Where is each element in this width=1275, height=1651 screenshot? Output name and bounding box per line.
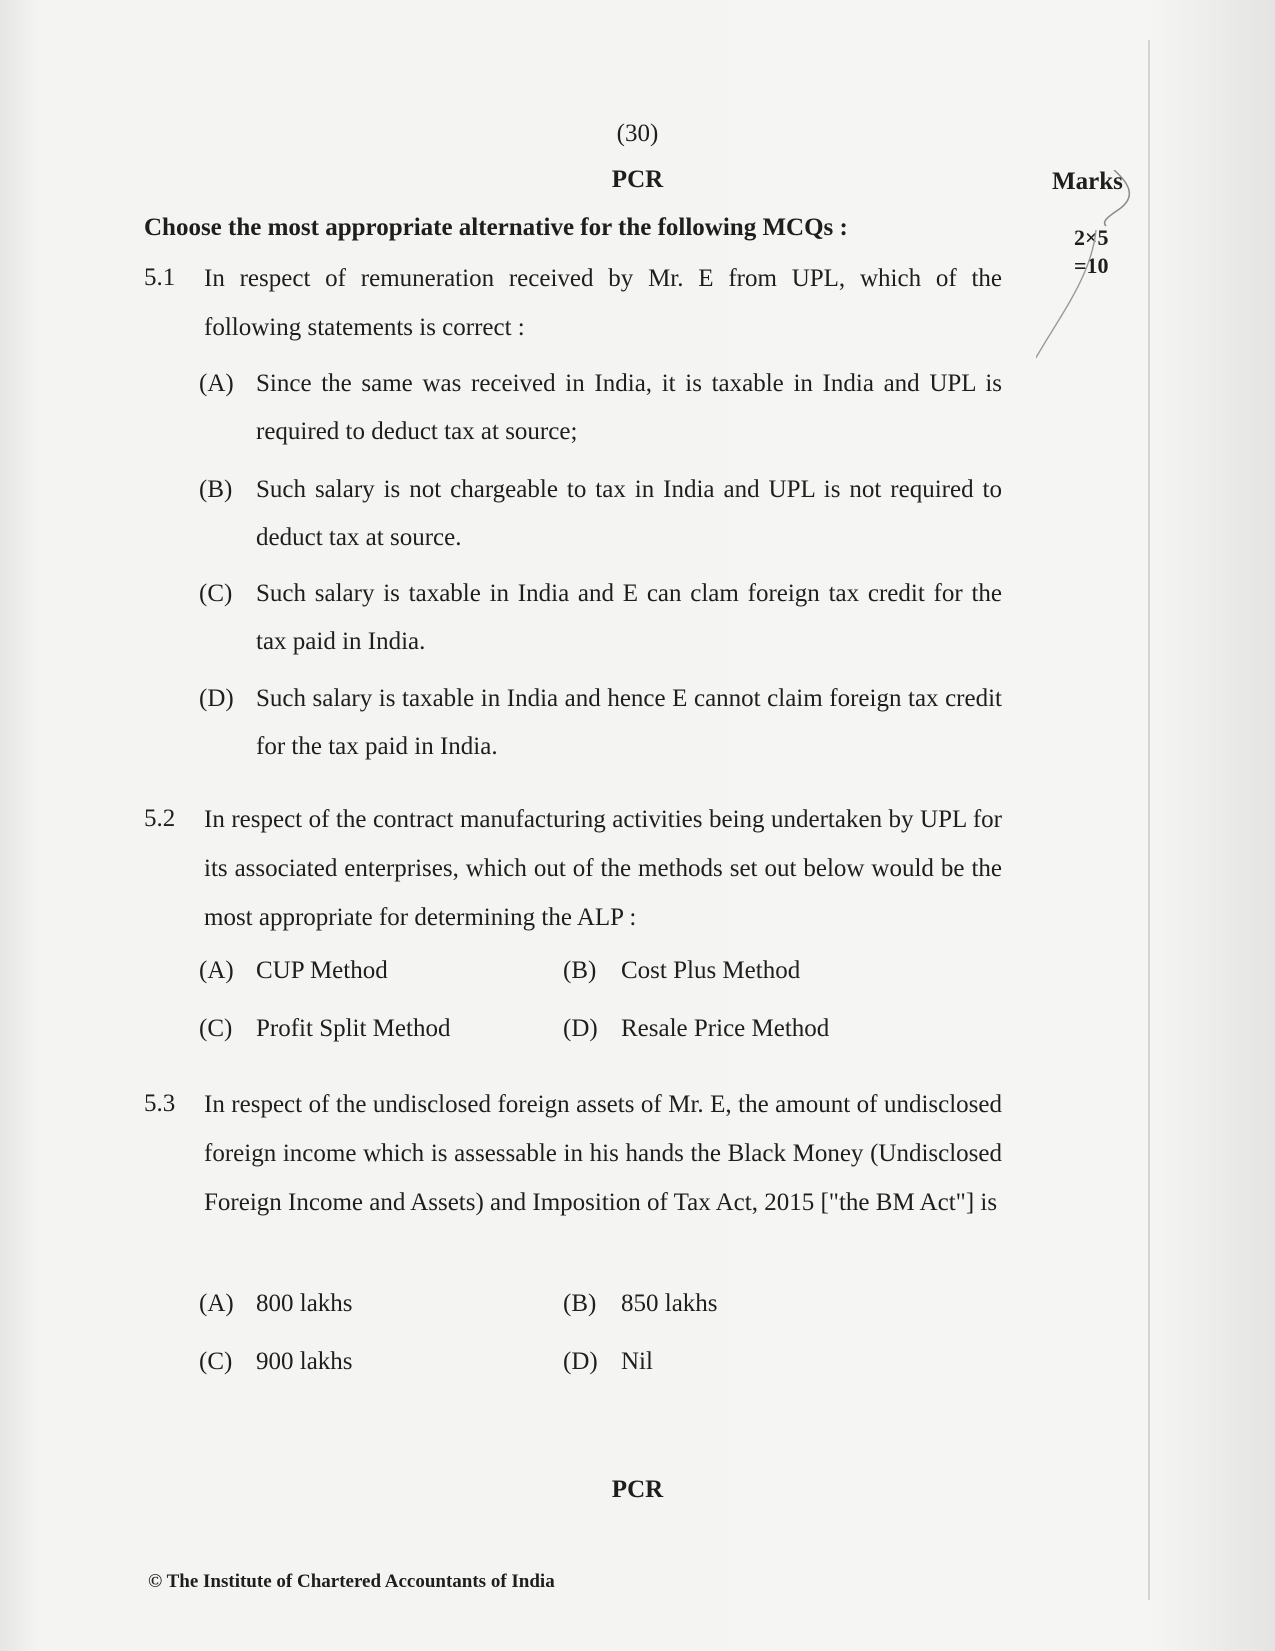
question-text: In respect of the contract manufacturing activities being undertaken by UPL for its associated enterprises, which out of the methods set out below would be the most appropriate for determining the ALP : — [204, 806, 1002, 931]
question-text: In respect of remuneration received by Mr. E from UPL, which of the following statements is correct : — [204, 265, 1002, 341]
question-number: 5.1 — [144, 264, 176, 291]
option-label: (B) — [563, 1290, 597, 1317]
pen-mark-icon — [1036, 170, 1156, 380]
option-text: CUP Method — [256, 957, 388, 984]
option-text: Profit Split Method — [256, 1015, 451, 1042]
option-text: Such salary is taxable in India and E can clam foreign tax credit for the tax paid in India. — [256, 580, 1002, 655]
option-label: (B) — [199, 476, 233, 503]
marks-value-line1: 2×5 — [1074, 225, 1109, 250]
option-label: (C) — [199, 580, 233, 607]
option-label: (A) — [199, 370, 234, 397]
option-text: 900 lakhs — [256, 1348, 353, 1375]
option-label: (C) — [199, 1015, 233, 1042]
option-text: 850 lakhs — [621, 1290, 718, 1317]
marks-value-line2: =10 — [1074, 253, 1109, 278]
option-label: (D) — [563, 1348, 598, 1375]
option-label: (A) — [199, 957, 234, 984]
option-text: Such salary is taxable in India and hence E cannot claim foreign tax credit for the tax paid in India. — [256, 685, 1002, 760]
option-label: (C) — [199, 1348, 233, 1375]
option-label: (D) — [199, 685, 234, 712]
option-text: Since the same was received in India, it is taxable in India and UPL is required to deduct tax at source; — [256, 370, 1002, 445]
option-text: Such salary is not chargeable to tax in India and UPL is not required to deduct tax at source. — [256, 476, 1002, 551]
option-label: (B) — [563, 957, 597, 984]
instruction-heading: Choose the most appropriate alternative for the following MCQs : — [144, 214, 848, 241]
paper-code-header: PCR — [611, 166, 664, 193]
question-number: 5.2 — [144, 805, 176, 832]
option-text: Nil — [621, 1348, 653, 1375]
option-text: Cost Plus Method — [621, 957, 801, 984]
option-label: (D) — [563, 1015, 598, 1042]
option-text: 800 lakhs — [256, 1290, 353, 1317]
question-number: 5.3 — [144, 1090, 176, 1117]
marks-heading: Marks — [1052, 168, 1123, 195]
question-text: In respect of the undisclosed foreign assets of Mr. E, the amount of undisclosed foreign income which is assessable in his hands the Black Money (Undisclosed Foreign Income and Assets) and Imposition of Tax Act, 2015 ["the BM Act"] is — [204, 1091, 1002, 1216]
paper-code-footer: PCR — [611, 1476, 664, 1503]
option-text: Resale Price Method — [621, 1015, 830, 1042]
copyright-notice: © The Institute of Chartered Accountants of India — [148, 1571, 555, 1592]
page-number: (30) — [616, 120, 659, 147]
option-label: (A) — [199, 1290, 234, 1317]
